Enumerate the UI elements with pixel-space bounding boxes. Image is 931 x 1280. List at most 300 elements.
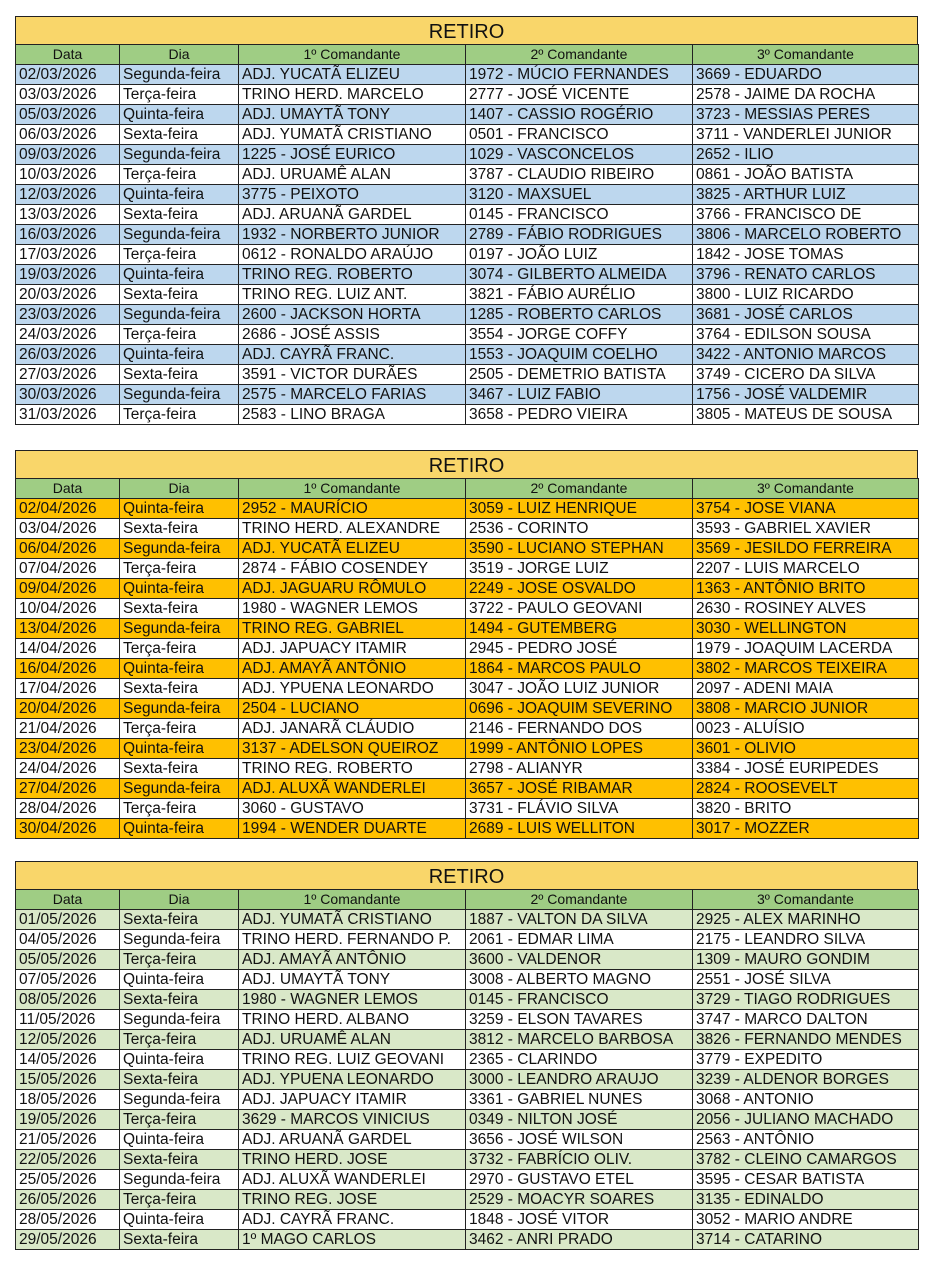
schedule-table xyxy=(15,44,919,425)
commander-2-cell: 3821 - FÁBIO AURÉLIO xyxy=(466,285,693,305)
commander-2-cell: 2798 - ALIANYR xyxy=(466,759,693,779)
weekday-cell: Sexta-feira xyxy=(120,679,239,699)
date-cell: 16/03/2026 xyxy=(16,225,120,245)
commander-1-cell: 2952 - MAURÍCIO xyxy=(239,499,466,519)
weekday-cell: Sexta-feira xyxy=(120,759,239,779)
commander-1-cell: TRINO HERD. MARCELO xyxy=(239,85,466,105)
commander-1-cell: TRINO HERD. FERNANDO P. xyxy=(239,930,466,950)
date-cell: 17/03/2026 xyxy=(16,245,120,265)
table-row xyxy=(16,1150,919,1170)
commander-2-cell: 3812 - MARCELO BARBOSA xyxy=(466,1030,693,1050)
table-row xyxy=(16,910,919,930)
date-cell: 15/05/2026 xyxy=(16,1070,120,1090)
weekday-cell: Sexta-feira xyxy=(120,519,239,539)
date-cell: 26/05/2026 xyxy=(16,1190,120,1210)
weekday-cell: Terça-feira xyxy=(120,639,239,659)
commander-1-cell: 2575 - MARCELO FARIAS xyxy=(239,385,466,405)
commander-3-cell: 3384 - JOSÉ EURIPEDES xyxy=(693,759,919,779)
commander-1-cell: 1994 - WENDER DUARTE xyxy=(239,819,466,839)
weekday-cell: Segunda-feira xyxy=(120,779,239,799)
commander-2-cell: 3722 - PAULO GEOVANI xyxy=(466,599,693,619)
weekday-cell: Sexta-feira xyxy=(120,990,239,1010)
weekday-cell: Terça-feira xyxy=(120,85,239,105)
commander-1-cell: ADJ. YUCATÃ ELIZEU xyxy=(239,65,466,85)
date-cell: 21/05/2026 xyxy=(16,1130,120,1150)
date-cell: 04/05/2026 xyxy=(16,930,120,950)
weekday-cell: Quinta-feira xyxy=(120,739,239,759)
date-cell: 23/03/2026 xyxy=(16,305,120,325)
date-cell: 28/04/2026 xyxy=(16,799,120,819)
commander-1-cell: 1932 - NORBERTO JUNIOR xyxy=(239,225,466,245)
commander-3-cell: 3569 - JESILDO FERREIRA xyxy=(693,539,919,559)
column-header-commander-3: 3º Comandante xyxy=(693,479,919,499)
commander-1-cell: 2874 - FÁBIO COSENDEY xyxy=(239,559,466,579)
commander-2-cell: 0145 - FRANCISCO xyxy=(466,205,693,225)
table-row xyxy=(16,599,919,619)
table-row xyxy=(16,1190,919,1210)
column-header-commander-3: 3º Comandante xyxy=(693,890,919,910)
commander-1-cell: TRINO REG. LUIZ GEOVANI xyxy=(239,1050,466,1070)
commander-3-cell: 3135 - EDINALDO xyxy=(693,1190,919,1210)
commander-3-cell: 2551 - JOSÉ SILVA xyxy=(693,970,919,990)
date-cell: 21/04/2026 xyxy=(16,719,120,739)
commander-1-cell: 3775 - PEIXOTO xyxy=(239,185,466,205)
date-cell: 19/03/2026 xyxy=(16,265,120,285)
commander-3-cell: 1756 - JOSÉ VALDEMIR xyxy=(693,385,919,405)
commander-2-cell: 2505 - DEMETRIO BATISTA xyxy=(466,365,693,385)
commander-1-cell: 2504 - LUCIANO xyxy=(239,699,466,719)
weekday-cell: Quinta-feira xyxy=(120,1130,239,1150)
schedule-table xyxy=(15,478,919,839)
weekday-cell: Sexta-feira xyxy=(120,125,239,145)
commander-2-cell: 0696 - JOAQUIM SEVERINO xyxy=(466,699,693,719)
table-row xyxy=(16,719,919,739)
date-cell: 09/03/2026 xyxy=(16,145,120,165)
date-cell: 31/03/2026 xyxy=(16,405,120,425)
date-cell: 08/05/2026 xyxy=(16,990,120,1010)
commander-3-cell: 3601 - OLIVIO xyxy=(693,739,919,759)
date-cell: 02/04/2026 xyxy=(16,499,120,519)
schedule-march xyxy=(15,16,918,425)
table-row xyxy=(16,639,919,659)
commander-2-cell: 1887 - VALTON DA SILVA xyxy=(466,910,693,930)
date-cell: 12/05/2026 xyxy=(16,1030,120,1050)
commander-2-cell: 3732 - FABRÍCIO OLIV. xyxy=(466,1150,693,1170)
date-cell: 10/03/2026 xyxy=(16,165,120,185)
schedule-table xyxy=(15,889,919,1250)
commander-3-cell: 1309 - MAURO GONDIM xyxy=(693,950,919,970)
weekday-cell: Segunda-feira xyxy=(120,305,239,325)
weekday-cell: Terça-feira xyxy=(120,1190,239,1210)
weekday-cell: Segunda-feira xyxy=(120,930,239,950)
table-row xyxy=(16,1210,919,1230)
table-row xyxy=(16,85,919,105)
commander-3-cell: 1979 - JOAQUIM LACERDA xyxy=(693,639,919,659)
commander-2-cell: 2365 - CLARINDO xyxy=(466,1050,693,1070)
commander-2-cell: 1999 - ANTÔNIO LOPES xyxy=(466,739,693,759)
weekday-cell: Terça-feira xyxy=(120,799,239,819)
commander-1-cell: 0612 - RONALDO ARAÚJO xyxy=(239,245,466,265)
weekday-cell: Sexta-feira xyxy=(120,205,239,225)
column-header-commander-1: 1º Comandante xyxy=(239,890,466,910)
commander-1-cell: 1980 - WAGNER LEMOS xyxy=(239,599,466,619)
table-row xyxy=(16,819,919,839)
table-row xyxy=(16,739,919,759)
weekday-cell: Terça-feira xyxy=(120,165,239,185)
weekday-cell: Terça-feira xyxy=(120,405,239,425)
commander-2-cell: 1864 - MARCOS PAULO xyxy=(466,659,693,679)
table-row xyxy=(16,1050,919,1070)
column-header-commander-1: 1º Comandante xyxy=(239,479,466,499)
commander-3-cell: 2630 - ROSINEY ALVES xyxy=(693,599,919,619)
commander-3-cell: 3782 - CLEINO CAMARGOS xyxy=(693,1150,919,1170)
table-row xyxy=(16,105,919,125)
date-cell: 10/04/2026 xyxy=(16,599,120,619)
commander-2-cell: 3074 - GILBERTO ALMEIDA xyxy=(466,265,693,285)
table-row xyxy=(16,559,919,579)
weekday-cell: Sexta-feira xyxy=(120,1070,239,1090)
commander-1-cell: 1º MAGO CARLOS xyxy=(239,1230,466,1250)
commander-3-cell: 2056 - JULIANO MACHADO xyxy=(693,1110,919,1130)
weekday-cell: Sexta-feira xyxy=(120,285,239,305)
date-cell: 25/05/2026 xyxy=(16,1170,120,1190)
table-row xyxy=(16,799,919,819)
commander-1-cell: TRINO REG. LUIZ ANT. xyxy=(239,285,466,305)
column-header-date: Data xyxy=(16,45,120,65)
commander-2-cell: 0501 - FRANCISCO xyxy=(466,125,693,145)
header-row xyxy=(16,890,919,910)
table-row xyxy=(16,345,919,365)
commander-2-cell: 1972 - MÚCIO FERNANDES xyxy=(466,65,693,85)
commander-2-cell: 2777 - JOSÉ VICENTE xyxy=(466,85,693,105)
weekday-cell: Quinta-feira xyxy=(120,819,239,839)
date-cell: 06/03/2026 xyxy=(16,125,120,145)
weekday-cell: Quinta-feira xyxy=(120,659,239,679)
table-row xyxy=(16,265,919,285)
date-cell: 27/03/2026 xyxy=(16,365,120,385)
date-cell: 24/04/2026 xyxy=(16,759,120,779)
weekday-cell: Terça-feira xyxy=(120,950,239,970)
column-header-date: Data xyxy=(16,479,120,499)
table-row xyxy=(16,950,919,970)
commander-1-cell: ADJ. URUAMÊ ALAN xyxy=(239,165,466,185)
date-cell: 28/05/2026 xyxy=(16,1210,120,1230)
commander-2-cell: 2146 - FERNANDO DOS xyxy=(466,719,693,739)
commander-3-cell: 2824 - ROOSEVELT xyxy=(693,779,919,799)
commander-2-cell: 3361 - GABRIEL NUNES xyxy=(466,1090,693,1110)
commander-1-cell: 3629 - MARCOS VINICIUS xyxy=(239,1110,466,1130)
table-row xyxy=(16,579,919,599)
commander-1-cell: ADJ. ALUXÃ WANDERLEI xyxy=(239,779,466,799)
weekday-cell: Sexta-feira xyxy=(120,599,239,619)
commander-2-cell: 3787 - CLAUDIO RIBEIRO xyxy=(466,165,693,185)
commander-3-cell: 1363 - ANTÔNIO BRITO xyxy=(693,579,919,599)
date-cell: 03/03/2026 xyxy=(16,85,120,105)
commander-2-cell: 0349 - NILTON JOSÉ xyxy=(466,1110,693,1130)
weekday-cell: Terça-feira xyxy=(120,1030,239,1050)
commander-3-cell: 3681 - JOSÉ CARLOS xyxy=(693,305,919,325)
date-cell: 03/04/2026 xyxy=(16,519,120,539)
commander-2-cell: 3600 - VALDENOR xyxy=(466,950,693,970)
commander-3-cell: 2578 - JAIME DA ROCHA xyxy=(693,85,919,105)
commander-2-cell: 3658 - PEDRO VIEIRA xyxy=(466,405,693,425)
commander-3-cell: 2563 - ANTÔNIO xyxy=(693,1130,919,1150)
weekday-cell: Sexta-feira xyxy=(120,1230,239,1250)
column-header-commander-2: 2º Comandante xyxy=(466,45,693,65)
commander-2-cell: 1494 - GUTEMBERG xyxy=(466,619,693,639)
commander-3-cell: 3595 - CESAR BATISTA xyxy=(693,1170,919,1190)
commander-1-cell: ADJ. YUMATÃ CRISTIANO xyxy=(239,910,466,930)
commander-3-cell: 3714 - CATARINO xyxy=(693,1230,919,1250)
table-row xyxy=(16,365,919,385)
commander-1-cell: ADJ. AMAYÃ ANTÔNIO xyxy=(239,950,466,970)
commander-3-cell: 3796 - RENATO CARLOS xyxy=(693,265,919,285)
commander-3-cell: 3068 - ANTONIO xyxy=(693,1090,919,1110)
date-cell: 18/05/2026 xyxy=(16,1090,120,1110)
header-row xyxy=(16,479,919,499)
commander-1-cell: 1980 - WAGNER LEMOS xyxy=(239,990,466,1010)
table-row xyxy=(16,779,919,799)
column-header-commander-1: 1º Comandante xyxy=(239,45,466,65)
commander-3-cell: 3723 - MESSIAS PERES xyxy=(693,105,919,125)
commander-2-cell: 1029 - VASCONCELOS xyxy=(466,145,693,165)
column-header-commander-2: 2º Comandante xyxy=(466,479,693,499)
commander-2-cell: 3120 - MAXSUEL xyxy=(466,185,693,205)
commander-3-cell: 2207 - LUIS MARCELO xyxy=(693,559,919,579)
commander-1-cell: 2583 - LINO BRAGA xyxy=(239,405,466,425)
commander-3-cell: 3729 - TIAGO RODRIGUES xyxy=(693,990,919,1010)
commander-3-cell: 2097 - ADENI MAIA xyxy=(693,679,919,699)
commander-3-cell: 3805 - MATEUS DE SOUSA xyxy=(693,405,919,425)
commander-1-cell: ADJ. UMAYTÃ TONY xyxy=(239,970,466,990)
table-row xyxy=(16,1230,919,1250)
weekday-cell: Segunda-feira xyxy=(120,1010,239,1030)
date-cell: 16/04/2026 xyxy=(16,659,120,679)
table-row xyxy=(16,1030,919,1050)
commander-3-cell: 3422 - ANTONIO MARCOS xyxy=(693,345,919,365)
table-row xyxy=(16,245,919,265)
weekday-cell: Quinta-feira xyxy=(120,579,239,599)
date-cell: 12/03/2026 xyxy=(16,185,120,205)
commander-3-cell: 3669 - EDUARDO xyxy=(693,65,919,85)
commander-3-cell: 3825 - ARTHUR LUIZ xyxy=(693,185,919,205)
table-row xyxy=(16,1090,919,1110)
commander-2-cell: 3462 - ANRI PRADO xyxy=(466,1230,693,1250)
table-row xyxy=(16,285,919,305)
date-cell: 13/03/2026 xyxy=(16,205,120,225)
commander-1-cell: ADJ. ARUANÃ GARDEL xyxy=(239,1130,466,1150)
weekday-cell: Segunda-feira xyxy=(120,65,239,85)
column-header-commander-3: 3º Comandante xyxy=(693,45,919,65)
column-header-weekday: Dia xyxy=(120,479,239,499)
table-row xyxy=(16,619,919,639)
table-row xyxy=(16,679,919,699)
commander-1-cell: ADJ. CAYRÃ FRANC. xyxy=(239,1210,466,1230)
table-row xyxy=(16,499,919,519)
weekday-cell: Quinta-feira xyxy=(120,345,239,365)
table-row xyxy=(16,699,919,719)
commander-2-cell: 3008 - ALBERTO MAGNO xyxy=(466,970,693,990)
commander-3-cell: 3749 - CICERO DA SILVA xyxy=(693,365,919,385)
date-cell: 22/05/2026 xyxy=(16,1150,120,1170)
column-header-weekday: Dia xyxy=(120,890,239,910)
table-row xyxy=(16,659,919,679)
weekday-cell: Segunda-feira xyxy=(120,1170,239,1190)
commander-1-cell: ADJ. YUCATÃ ELIZEU xyxy=(239,539,466,559)
commander-3-cell: 3779 - EXPEDITO xyxy=(693,1050,919,1070)
commander-2-cell: 2249 - JOSE OSVALDO xyxy=(466,579,693,599)
table-row xyxy=(16,970,919,990)
weekday-cell: Segunda-feira xyxy=(120,225,239,245)
date-cell: 26/03/2026 xyxy=(16,345,120,365)
table-row xyxy=(16,145,919,165)
commander-2-cell: 2536 - CORINTO xyxy=(466,519,693,539)
date-cell: 30/04/2026 xyxy=(16,819,120,839)
commander-3-cell: 3806 - MARCELO ROBERTO xyxy=(693,225,919,245)
commander-1-cell: ADJ. ARUANÃ GARDEL xyxy=(239,205,466,225)
commander-2-cell: 0197 - JOÃO LUIZ xyxy=(466,245,693,265)
date-cell: 14/05/2026 xyxy=(16,1050,120,1070)
commander-3-cell: 1842 - JOSE TOMAS xyxy=(693,245,919,265)
commander-1-cell: TRINO REG. JOSE xyxy=(239,1190,466,1210)
commander-3-cell: 3052 - MARIO ANDRE xyxy=(693,1210,919,1230)
commander-3-cell: 2652 - ILIO xyxy=(693,145,919,165)
commander-1-cell: ADJ. JAPUACY ITAMIR xyxy=(239,1090,466,1110)
commander-1-cell: TRINO REG. ROBERTO xyxy=(239,265,466,285)
date-cell: 05/05/2026 xyxy=(16,950,120,970)
weekday-cell: Terça-feira xyxy=(120,245,239,265)
schedule-title: RETIRO xyxy=(15,450,918,478)
commander-2-cell: 1407 - CASSIO ROGÉRIO xyxy=(466,105,693,125)
table-row xyxy=(16,65,919,85)
weekday-cell: Quinta-feira xyxy=(120,499,239,519)
commander-2-cell: 2945 - PEDRO JOSÉ xyxy=(466,639,693,659)
date-cell: 27/04/2026 xyxy=(16,779,120,799)
commander-2-cell: 1285 - ROBERTO CARLOS xyxy=(466,305,693,325)
schedule-title: RETIRO xyxy=(15,861,918,889)
date-cell: 05/03/2026 xyxy=(16,105,120,125)
table-row xyxy=(16,990,919,1010)
date-cell: 20/04/2026 xyxy=(16,699,120,719)
weekday-cell: Terça-feira xyxy=(120,1110,239,1130)
commander-3-cell: 3808 - MARCIO JUNIOR xyxy=(693,699,919,719)
table-row xyxy=(16,185,919,205)
commander-2-cell: 3731 - FLÁVIO SILVA xyxy=(466,799,693,819)
date-cell: 09/04/2026 xyxy=(16,579,120,599)
table-row xyxy=(16,519,919,539)
table-row xyxy=(16,305,919,325)
column-header-date: Data xyxy=(16,890,120,910)
commander-3-cell: 2925 - ALEX MARINHO xyxy=(693,910,919,930)
schedule-may xyxy=(15,861,918,1250)
commander-3-cell: 3239 - ALDENOR BORGES xyxy=(693,1070,919,1090)
commander-1-cell: ADJ. JAGUARU RÔMULO xyxy=(239,579,466,599)
commander-1-cell: ADJ. JANARÃ CLÁUDIO xyxy=(239,719,466,739)
commander-2-cell: 3047 - JOÃO LUIZ JUNIOR xyxy=(466,679,693,699)
date-cell: 17/04/2026 xyxy=(16,679,120,699)
weekday-cell: Terça-feira xyxy=(120,559,239,579)
commander-1-cell: ADJ. URUAMÊ ALAN xyxy=(239,1030,466,1050)
commander-1-cell: 1225 - JOSÉ EURICO xyxy=(239,145,466,165)
weekday-cell: Sexta-feira xyxy=(120,910,239,930)
table-row xyxy=(16,930,919,950)
commander-1-cell: TRINO REG. GABRIEL xyxy=(239,619,466,639)
table-row xyxy=(16,1130,919,1150)
date-cell: 02/03/2026 xyxy=(16,65,120,85)
date-cell: 29/05/2026 xyxy=(16,1230,120,1250)
weekday-cell: Sexta-feira xyxy=(120,1150,239,1170)
commander-1-cell: ADJ. UMAYTÃ TONY xyxy=(239,105,466,125)
date-cell: 20/03/2026 xyxy=(16,285,120,305)
commander-2-cell: 2061 - EDMAR LIMA xyxy=(466,930,693,950)
weekday-cell: Segunda-feira xyxy=(120,699,239,719)
commander-2-cell: 3590 - LUCIANO STEPHAN xyxy=(466,539,693,559)
table-row xyxy=(16,1070,919,1090)
commander-2-cell: 1848 - JOSÉ VITOR xyxy=(466,1210,693,1230)
commander-2-cell: 2789 - FÁBIO RODRIGUES xyxy=(466,225,693,245)
weekday-cell: Quinta-feira xyxy=(120,105,239,125)
table-row xyxy=(16,1010,919,1030)
weekday-cell: Quinta-feira xyxy=(120,970,239,990)
commander-2-cell: 3554 - JORGE COFFY xyxy=(466,325,693,345)
column-header-commander-2: 2º Comandante xyxy=(466,890,693,910)
commander-3-cell: 3764 - EDILSON SOUSA xyxy=(693,325,919,345)
weekday-cell: Segunda-feira xyxy=(120,1090,239,1110)
commander-1-cell: ADJ. JAPUACY ITAMIR xyxy=(239,639,466,659)
date-cell: 11/05/2026 xyxy=(16,1010,120,1030)
schedule-title: RETIRO xyxy=(15,16,918,44)
weekday-cell: Segunda-feira xyxy=(120,619,239,639)
commander-1-cell: 2686 - JOSÉ ASSIS xyxy=(239,325,466,345)
commander-2-cell: 3000 - LEANDRO ARAUJO xyxy=(466,1070,693,1090)
table-row xyxy=(16,325,919,345)
commander-1-cell: ADJ. YUMATÃ CRISTIANO xyxy=(239,125,466,145)
commander-2-cell: 1553 - JOAQUIM COELHO xyxy=(466,345,693,365)
commander-1-cell: ADJ. YPUENA LEONARDO xyxy=(239,1070,466,1090)
commander-3-cell: 0861 - JOÃO BATISTA xyxy=(693,165,919,185)
commander-1-cell: TRINO HERD. JOSE xyxy=(239,1150,466,1170)
table-row xyxy=(16,759,919,779)
commander-3-cell: 3826 - FERNANDO MENDES xyxy=(693,1030,919,1050)
table-row xyxy=(16,1110,919,1130)
date-cell: 13/04/2026 xyxy=(16,619,120,639)
table-row xyxy=(16,385,919,405)
date-cell: 19/05/2026 xyxy=(16,1110,120,1130)
table-row xyxy=(16,405,919,425)
date-cell: 14/04/2026 xyxy=(16,639,120,659)
commander-1-cell: ADJ. AMAYÃ ANTÔNIO xyxy=(239,659,466,679)
commander-1-cell: TRINO REG. ROBERTO xyxy=(239,759,466,779)
commander-2-cell: 0145 - FRANCISCO xyxy=(466,990,693,1010)
table-row xyxy=(16,125,919,145)
header-row xyxy=(16,45,919,65)
commander-2-cell: 2689 - LUIS WELLITON xyxy=(466,819,693,839)
commander-1-cell: ADJ. ALUXÃ WANDERLEI xyxy=(239,1170,466,1190)
date-cell: 07/05/2026 xyxy=(16,970,120,990)
date-cell: 24/03/2026 xyxy=(16,325,120,345)
weekday-cell: Segunda-feira xyxy=(120,539,239,559)
commander-1-cell: 3137 - ADELSON QUEIROZ xyxy=(239,739,466,759)
weekday-cell: Quinta-feira xyxy=(120,1210,239,1230)
date-cell: 01/05/2026 xyxy=(16,910,120,930)
date-cell: 06/04/2026 xyxy=(16,539,120,559)
commander-3-cell: 3711 - VANDERLEI JUNIOR xyxy=(693,125,919,145)
date-cell: 23/04/2026 xyxy=(16,739,120,759)
commander-1-cell: 3060 - GUSTAVO xyxy=(239,799,466,819)
commander-3-cell: 3802 - MARCOS TEIXEIRA xyxy=(693,659,919,679)
weekday-cell: Segunda-feira xyxy=(120,145,239,165)
date-cell: 07/04/2026 xyxy=(16,559,120,579)
